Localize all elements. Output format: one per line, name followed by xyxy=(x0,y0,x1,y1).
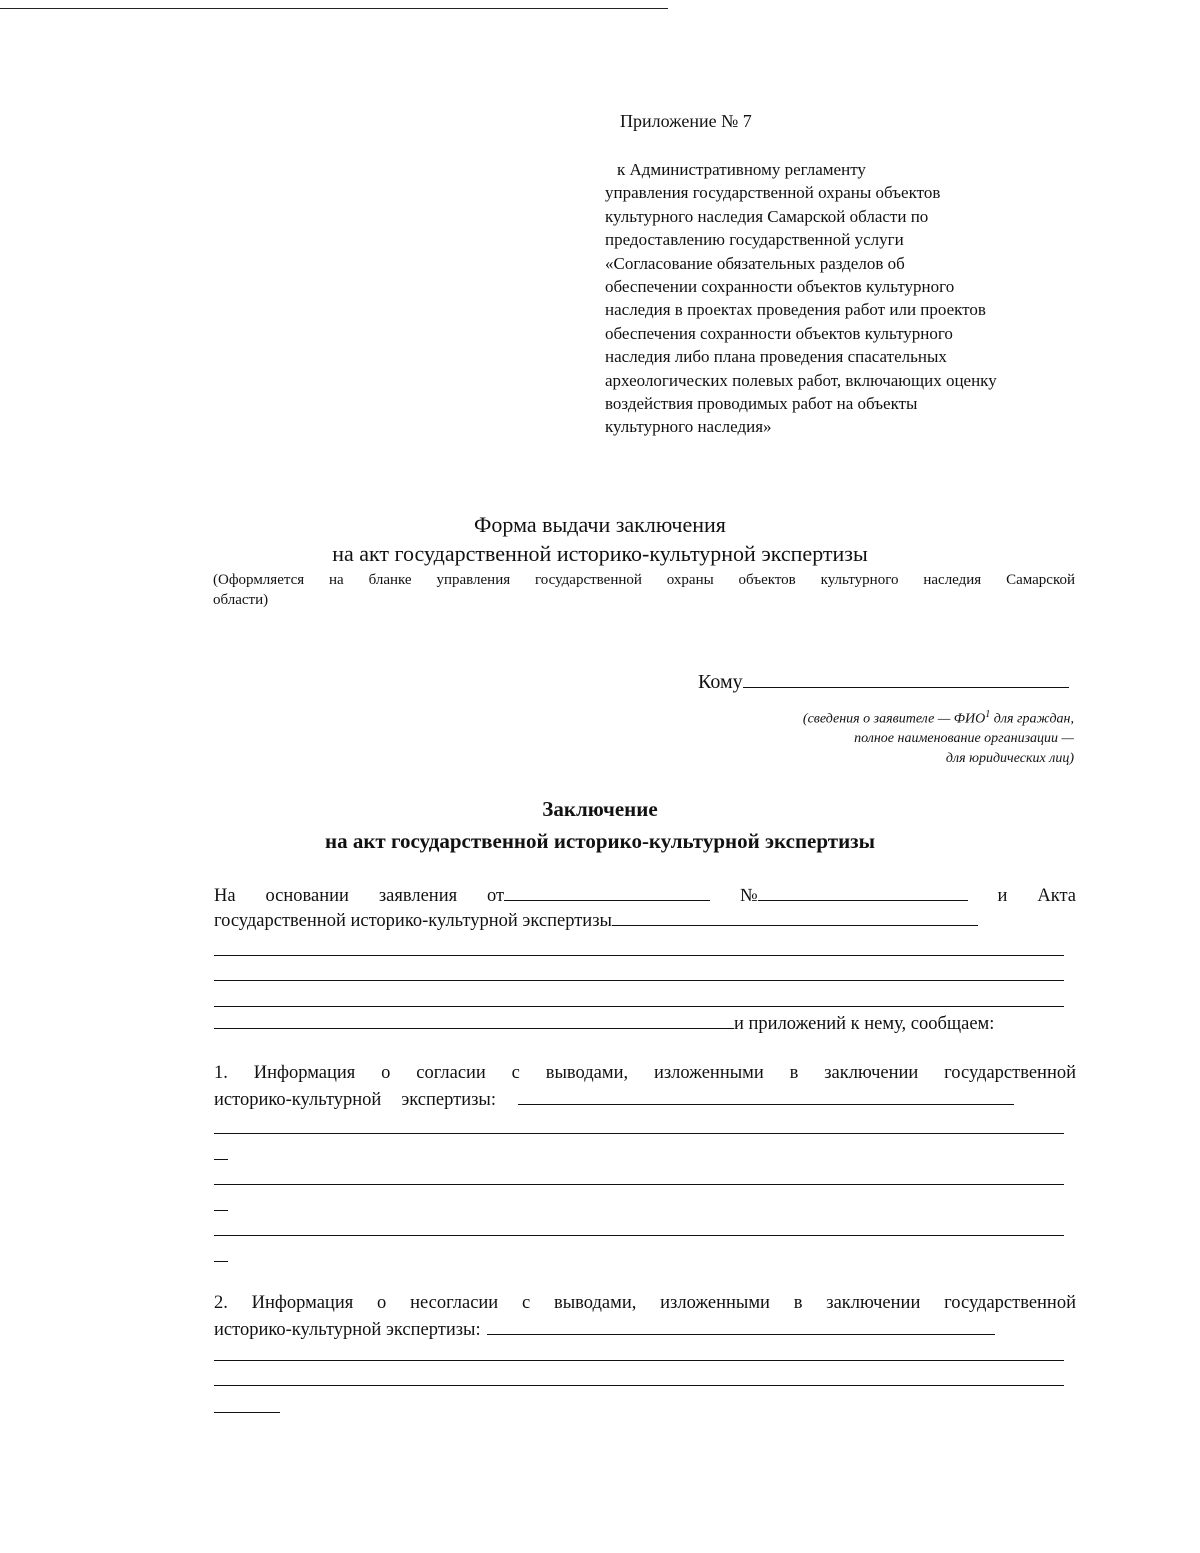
application-date-field[interactable] xyxy=(504,884,710,901)
conclusion-title-line2: на акт государственной историко-культурной экспертизы xyxy=(324,829,876,853)
conclusion-title-line1: Заключение xyxy=(542,797,658,821)
application-number-field[interactable] xyxy=(758,884,968,901)
item2-line2-text: историко-культурной экспертизы: xyxy=(214,1320,481,1340)
form-note-line2: области) xyxy=(213,592,269,608)
basis-word: На xyxy=(214,886,236,906)
blank-line[interactable] xyxy=(214,1012,734,1029)
blank-line[interactable] xyxy=(214,955,1064,956)
item2-line1: 2. Информация о несогласии с выводами, изложенными в заключении государственной xyxy=(214,1293,1076,1313)
appendix-line: обеспечении сохранности объектов культурного xyxy=(605,277,955,297)
basis-word: заявления xyxy=(378,886,458,906)
dash-mark xyxy=(214,1412,280,1413)
basis-line2 xyxy=(214,909,1076,932)
blank-line[interactable] xyxy=(214,1133,1064,1134)
expertise-act-field[interactable] xyxy=(612,909,978,926)
appendix-line: культурного наследия» xyxy=(605,417,772,437)
form-note-line1: (Оформляется на бланке управления государственной охраны объектов культурного наследия Самарской xyxy=(213,572,1075,588)
blank-line[interactable] xyxy=(214,1235,1064,1236)
form-note xyxy=(213,570,1075,610)
basis-line-end xyxy=(214,1012,1076,1035)
appendix-title: Приложение № 7 xyxy=(620,111,752,131)
top-rule xyxy=(0,8,668,9)
blank-line[interactable] xyxy=(214,1385,1064,1386)
agreement-field[interactable] xyxy=(518,1088,1014,1105)
appendix-line: к Административному регламенту xyxy=(617,160,866,179)
basis-word: Акта xyxy=(1037,886,1076,906)
disagreement-field[interactable] xyxy=(487,1318,995,1335)
form-title-line1: Форма выдачи заключения xyxy=(474,512,726,537)
basis-word: и xyxy=(997,886,1008,906)
dash-mark xyxy=(214,1261,228,1262)
basis-end-text: и приложений к нему, сообщаем: xyxy=(734,1014,995,1034)
footnote-mark: 1 xyxy=(985,709,991,720)
addressee-hint-line2: полное наименование организации — xyxy=(854,731,1074,747)
item1-line2a: историко-культурной xyxy=(214,1090,382,1110)
appendix-text xyxy=(605,158,1085,439)
addressee-hint xyxy=(640,705,1074,768)
appendix-line: наследия либо плана проведения спасательных xyxy=(605,347,947,367)
addressee-row xyxy=(698,670,1069,694)
blank-line[interactable] xyxy=(214,1360,1064,1361)
addressee-label: Кому xyxy=(698,671,743,693)
addressee-hint-line3: для юридических лиц) xyxy=(945,750,1074,766)
basis-from-label: от xyxy=(487,886,505,906)
item1-line2b: экспертизы: xyxy=(401,1090,497,1110)
appendix-line: воздействия проводимых работ на объекты xyxy=(605,394,918,414)
dash-mark xyxy=(214,1210,228,1211)
addressee-field[interactable] xyxy=(743,670,1069,688)
basis-word: основании xyxy=(265,886,349,906)
appendix-line: культурного наследия Самарской области по xyxy=(605,206,929,226)
appendix-line: наследия в проектах проведения работ или проектов xyxy=(605,300,986,320)
appendix-line: обеспечения сохранности объектов культурного xyxy=(605,323,953,343)
appendix-line: управления государственной охраны объектов xyxy=(605,183,941,203)
appendix-line: «Согласование обязательных разделов об xyxy=(605,253,905,273)
blank-line[interactable] xyxy=(214,1006,1064,1007)
basis-line2-text: государственной историко-культурной экспертизы xyxy=(214,911,612,931)
item2-line2 xyxy=(214,1318,1076,1341)
appendix-line: предоставлению государственной услуги xyxy=(605,230,904,250)
blank-line[interactable] xyxy=(214,1184,1064,1185)
form-title-line2: на акт государственной историко-культурной экспертизы xyxy=(332,541,868,566)
basis-number-label: № xyxy=(740,886,758,906)
dash-mark xyxy=(214,1159,228,1160)
blank-line[interactable] xyxy=(214,980,1064,981)
item1-line1: 1. Информация о согласии с выводами, изложенными в заключении государственной xyxy=(214,1063,1076,1083)
appendix-line: археологических полевых работ, включающих оценку xyxy=(605,370,997,390)
addressee-hint-line1: (сведения о заявителе — ФИО xyxy=(802,711,986,727)
basis-line1 xyxy=(214,884,1076,907)
addressee-hint-line1-end: для граждан, xyxy=(990,711,1074,727)
item1-line2 xyxy=(214,1088,1076,1111)
